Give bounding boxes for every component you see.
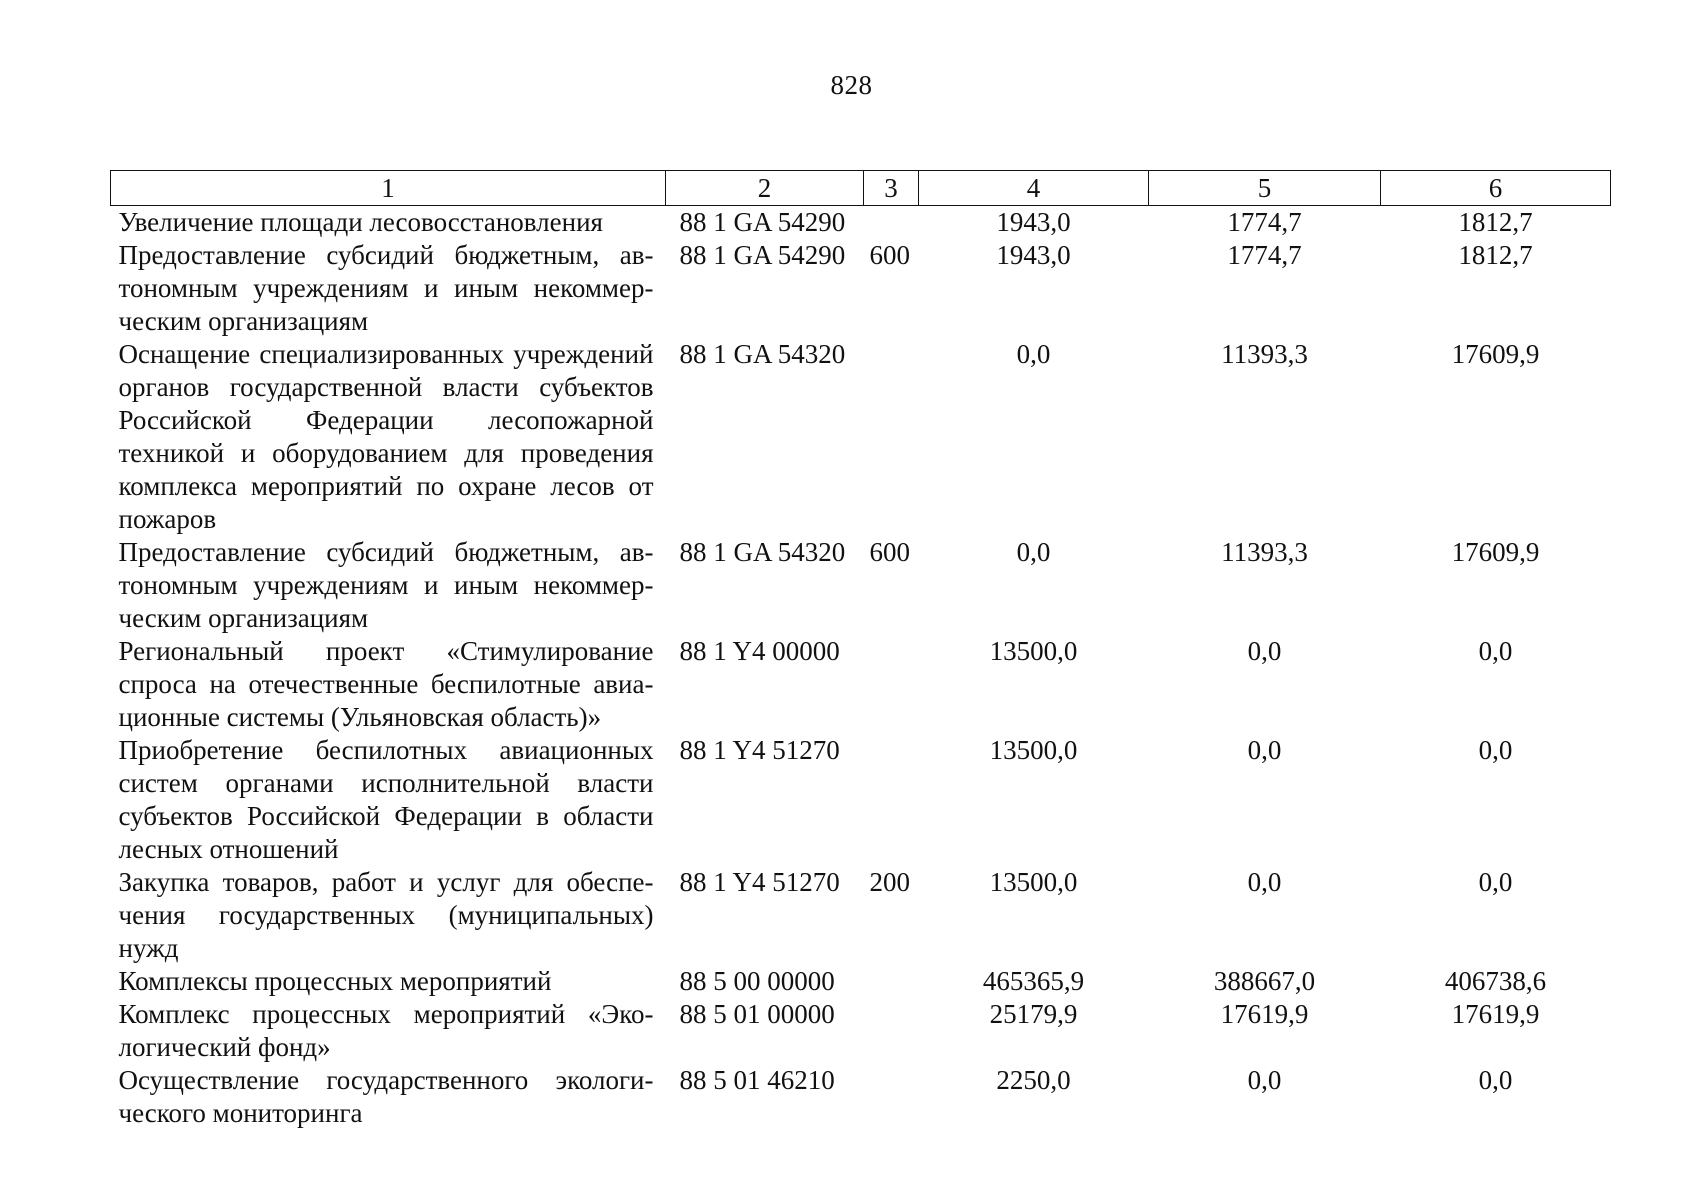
header-col-1: 1 [111,171,666,206]
row-name: Оснащение специализированных учреждений органов государственной власти субъектов Российской Федерации лесопожарной техникой и оборудованием для проведения комплекса мероприятий по охране лесов от пожаров [118,339,654,534]
row-value-col5: 0,0 [1247,735,1282,765]
row-name: Закупка товаров, работ и услуг для обеспечения государственных (муниципальных) нужд [118,867,654,963]
row-value-col4: 465365,9 [982,966,1085,996]
row-code: 88 1 GA 54290 [679,240,846,270]
row-value-col6: 17609,9 [1451,339,1540,369]
row-expense-type [864,1064,919,1130]
row-name: Комплекс процессных мероприятий «Экологический фонд» [118,999,654,1062]
table-row [111,1064,1611,1130]
header-row [111,171,1611,206]
table-row [111,239,1611,338]
row-value-col5: 1774,7 [1227,240,1302,270]
row-expense-type [864,206,919,240]
header-col-4: 4 [919,171,1149,206]
row-code: 88 1 GA 54320 [679,339,846,369]
row-value-col5: 17619,9 [1220,999,1309,1029]
row-code: 88 1 Y4 51270 [679,867,840,897]
header-col-5: 5 [1149,171,1381,206]
row-value-col6: 0,0 [1478,735,1513,765]
row-name: Увеличение площади лесовосстановления [118,207,603,237]
row-value-col5: 0,0 [1247,1065,1282,1095]
row-value-col6: 0,0 [1478,636,1513,666]
table-row [111,998,1611,1064]
row-expense-type [864,734,919,866]
row-value-col6: 17609,9 [1451,537,1540,567]
row-value-col6: 1812,7 [1458,240,1533,270]
table-row [111,338,1611,536]
table-row [111,635,1611,734]
row-value-col5: 0,0 [1247,636,1282,666]
row-code: 88 5 01 46210 [679,1065,835,1095]
row-value-col6: 0,0 [1478,1065,1513,1095]
row-value-col6: 0,0 [1478,867,1513,897]
row-value-col4: 13500,0 [989,636,1078,666]
table-row [111,965,1611,998]
row-value-col4: 0,0 [1016,537,1051,567]
row-name: Комплексы процессных мероприятий [118,966,552,996]
table-row [111,536,1611,635]
table-row [111,866,1611,965]
row-value-col6: 17619,9 [1451,999,1540,1029]
row-expense-type: 600 [869,240,910,270]
table-header [111,171,1611,206]
row-code: 88 1 Y4 51270 [679,735,840,765]
row-value-col5: 11393,3 [1221,537,1308,567]
row-expense-type: 200 [869,867,910,897]
table-row [111,734,1611,866]
row-code: 88 5 01 00000 [679,999,835,1029]
table-body [111,206,1611,1131]
table-row [111,206,1611,240]
row-value-col5: 1774,7 [1227,207,1302,237]
budget-table [110,170,1611,1130]
page-number: 828 [830,70,873,100]
row-code: 88 1 GA 54320 [679,537,846,567]
row-value-col4: 1943,0 [996,207,1071,237]
row-value-col4: 0,0 [1016,339,1051,369]
row-expense-type [864,635,919,734]
row-value-col4: 1943,0 [996,240,1071,270]
row-expense-type [864,998,919,1064]
row-value-col6: 1812,7 [1458,207,1533,237]
row-name: Предоставление субсидий бюджетным, автономным учреждениям и иным некоммерческим организациям [118,240,654,336]
row-value-col5: 0,0 [1247,867,1282,897]
header-col-2: 2 [666,171,864,206]
row-value-col5: 388667,0 [1213,966,1316,996]
header-col-3: 3 [864,171,919,206]
row-value-col4: 25179,9 [989,999,1078,1029]
row-name: Предоставление субсидий бюджетным, автономным учреждениям и иным некоммерческим организациям [118,537,654,633]
row-value-col4: 13500,0 [989,867,1078,897]
row-expense-type: 600 [869,537,910,567]
row-expense-type [864,338,919,536]
row-expense-type [864,965,919,998]
row-value-col5: 11393,3 [1221,339,1308,369]
row-name: Осуществление государственного экологического мониторинга [118,1065,654,1128]
row-code: 88 1 GA 54290 [679,207,846,237]
header-col-6: 6 [1381,171,1611,206]
row-code: 88 5 00 00000 [679,966,835,996]
row-value-col4: 2250,0 [996,1065,1071,1095]
row-value-col4: 13500,0 [989,735,1078,765]
row-value-col6: 406738,6 [1444,966,1547,996]
row-code: 88 1 Y4 00000 [679,636,840,666]
row-name: Приобретение беспилотных авиационных систем органами исполнительной власти субъектов Российской Федерации в области лесных отношений [118,735,654,864]
row-name: Региональный проект «Стимулирование спроса на отечественные беспилотные авиационные системы (Ульяновская область)» [118,636,654,732]
